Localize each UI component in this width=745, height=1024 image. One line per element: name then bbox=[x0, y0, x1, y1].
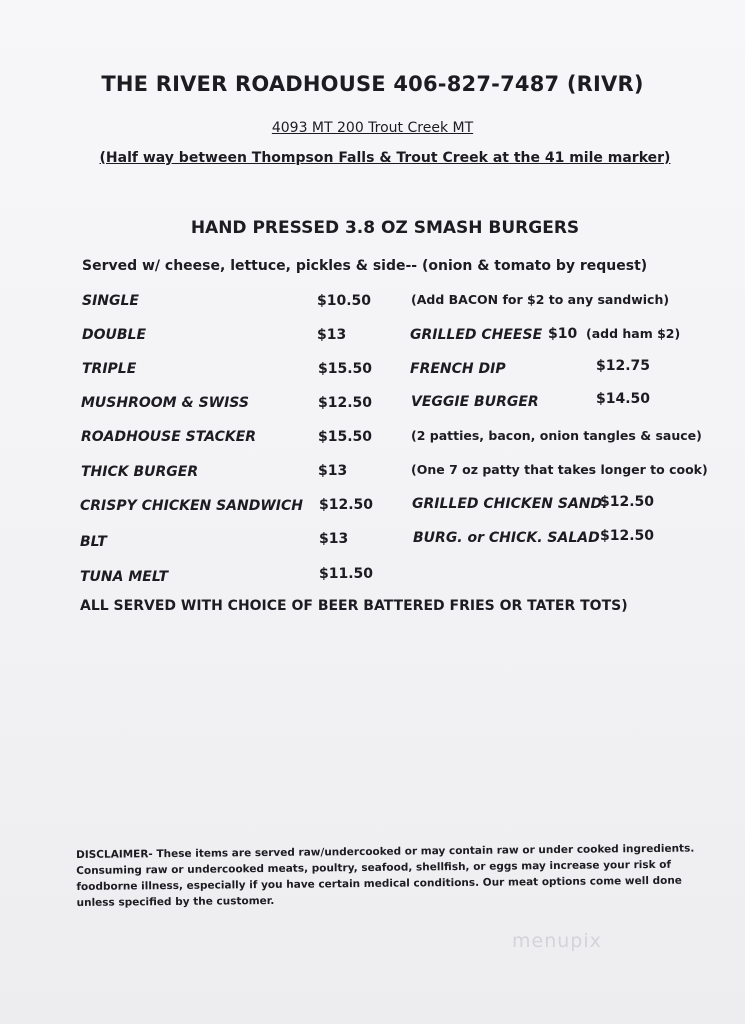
item-price-double: $13 bbox=[317, 327, 347, 343]
item-price-roadhouse-stacker: $15.50 bbox=[318, 429, 373, 445]
item-name-triple: TRIPLE bbox=[82, 361, 137, 377]
restaurant-directions: (Half way between Thompson Falls & Trout Creek at the 41 mile marker) bbox=[99, 150, 671, 166]
item-name-crispy-chicken: CRISPY CHICKEN SANDWICH bbox=[80, 498, 303, 514]
stacker-description-note: (2 patties, bacon, onion tangles & sauce) bbox=[411, 428, 702, 443]
item-name-single: SINGLE bbox=[82, 293, 139, 309]
item-name-salad: BURG. or CHICK. SALAD bbox=[413, 530, 600, 546]
bacon-addon-note: (Add BACON for $2 to any sandwich) bbox=[411, 292, 670, 307]
item-name-thick-burger: THICK BURGER bbox=[81, 464, 199, 480]
item-name-french-dip: FRENCH DIP bbox=[410, 361, 506, 377]
item-name-blt: BLT bbox=[80, 534, 107, 550]
menupix-watermark: menupix bbox=[512, 930, 602, 952]
item-price-tuna-melt: $11.50 bbox=[319, 566, 374, 582]
disclaimer-text: DISCLAIMER- These items are served raw/undercooked or may contain raw or under cooked ingredients. Consuming raw or undercooked meats, poultry, seafood, shellfish, or eggs may increase your risk of foodborne illness, especially if you have certain medical conditions. Our meat options come well done unless specified by the customer. bbox=[76, 842, 695, 909]
item-price-french-dip: $12.75 bbox=[596, 358, 651, 374]
item-price-triple: $15.50 bbox=[318, 361, 373, 377]
item-name-grilled-cheese: GRILLED CHEESE bbox=[410, 327, 543, 343]
restaurant-address: 4093 MT 200 Trout Creek MT bbox=[271, 120, 474, 136]
restaurant-title: THE RIVER ROADHOUSE 406-827-7487 (RIVR) bbox=[101, 72, 644, 96]
item-price-thick-burger: $13 bbox=[318, 463, 348, 479]
item-price-single: $10.50 bbox=[317, 293, 372, 309]
item-name-tuna-melt: TUNA MELT bbox=[80, 569, 168, 585]
item-price-grilled-chicken: $12.50 bbox=[600, 494, 655, 510]
item-price-grilled-cheese: $10 bbox=[548, 326, 578, 342]
grilled-cheese-ham-note: (add ham $2) bbox=[586, 326, 681, 341]
item-name-roadhouse-stacker: ROADHOUSE STACKER bbox=[81, 429, 257, 445]
item-price-veggie-burger: $14.50 bbox=[596, 391, 651, 407]
item-name-double: DOUBLE bbox=[82, 327, 147, 343]
thick-burger-description-note: (One 7 oz patty that takes longer to cook) bbox=[411, 462, 708, 477]
item-name-grilled-chicken: GRILLED CHICKEN SAND. bbox=[412, 496, 608, 512]
item-name-veggie-burger: VEGGIE BURGER bbox=[411, 394, 539, 410]
section-heading: HAND PRESSED 3.8 OZ SMASH BURGERS bbox=[190, 218, 580, 238]
item-name-mushroom-swiss: MUSHROOM & SWISS bbox=[81, 395, 249, 411]
item-price-mushroom-swiss: $12.50 bbox=[318, 395, 373, 411]
all-served-with-note: ALL SERVED WITH CHOICE OF BEER BATTERED FRIES OR TATER TOTS) bbox=[80, 598, 628, 614]
item-price-blt: $13 bbox=[319, 531, 349, 547]
item-price-salad: $12.50 bbox=[600, 528, 655, 544]
served-with-line: Served w/ cheese, lettuce, pickles & side-- (onion & tomato by request) bbox=[82, 258, 648, 274]
item-price-crispy-chicken: $12.50 bbox=[319, 497, 374, 513]
